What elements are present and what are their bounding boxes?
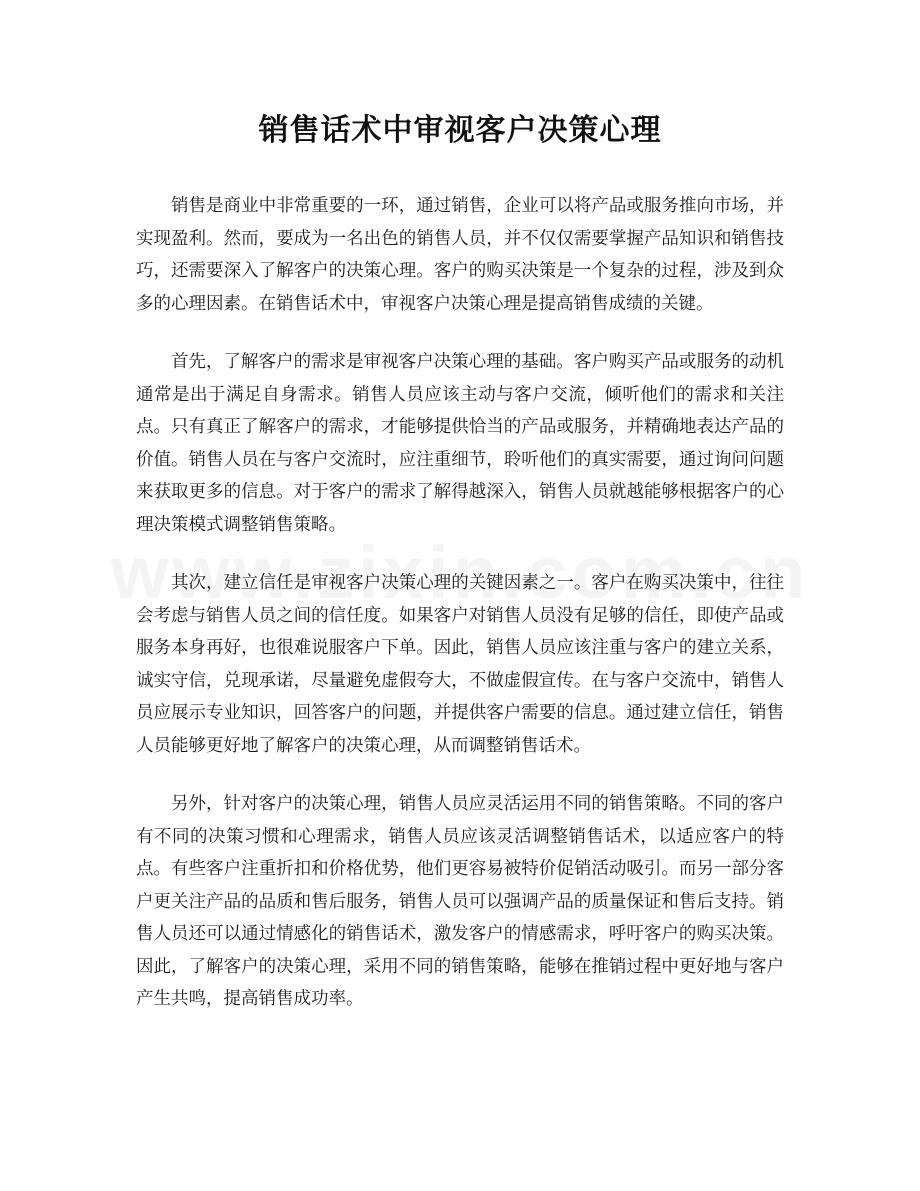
paragraph-needs: 首先，了解客户的需求是审视客户决策心理的基础。客户购买产品或服务的动机通常是出于满足自身需求。销售人员应该主动与客户交流，倾听他们的需求和关注点。只有真正了解客户的需求，才能够提供恰当的产品或服务，并精确地表达产品的价值。销售人员在与客户交流时，应注重细节，聆听他们的真实需要，通过询问问题来获取更多的信息。对于客户的需求了解得越深入，销售人员就越能够根据客户的心理决策模式调整销售策略。 <box>136 352 784 535</box>
document-title: 销售话术中审视客户决策心理 <box>258 113 662 148</box>
paragraph-strategy: 另外，针对客户的决策心理，销售人员应灵活运用不同的销售策略。不同的客户有不同的决策习惯和心理需求，销售人员应该灵活调整销售话术，以适应客户的特点。有些客户注重折扣和价格优势，他们更容易被特价促销活动吸引。而另一部分客户更关注产品的品质和售后服务，销售人员可以强调产品的质量保证和售后支持。销售人员还可以通过情感化的销售话术，激发客户的情感需求，呼吁客户的购买决策。因此，了解客户的决策心理，采用不同的销售策略，能够在推销过程中更好地与客户产生共鸣，提高销售成功率。 <box>136 794 784 1009</box>
paragraph-intro: 销售是商业中非常重要的一环，通过销售，企业可以将产品或服务推向市场，并实现盈利。然而，要成为一名出色的销售人员，并不仅仅需要掌握产品知识和销售技巧，还需要深入了解客户的决策心理。客户的购买决策是一个复杂的过程，涉及到众多的心理因素。在销售话术中，审视客户决策心理是提高销售成绩的关键。 <box>136 196 784 314</box>
paragraph-trust: 其次，建立信任是审视客户决策心理的关键因素之一。客户在购买决策中，往往会考虑与销售人员之间的信任度。如果客户对销售人员没有足够的信任，即使产品或服务本身再好，也很难说服客户下单。因此，销售人员应该注重与客户的建立关系，诚实守信，兑现承诺，尽量避免虚假夸大，不做虚假宣传。在与客户交流中，销售人员应展示专业知识，回答客户的问题，并提供客户需要的信息。通过建立信任，销售人员能够更好地了解客户的决策心理，从而调整销售话术。 <box>136 573 784 756</box>
